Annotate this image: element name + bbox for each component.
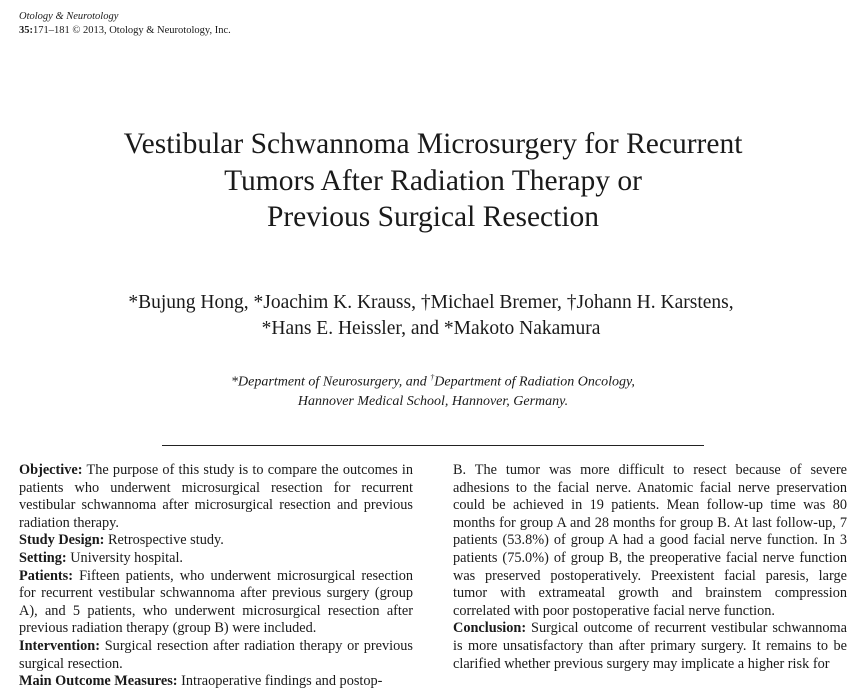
abstract-results-continued: B. The tumor was more difficult to resect because of severe adhesions to the facial nerve. Anatomic facial nerve preservation could be achieved in 19 patients. Mean follow-up time was 80 months for group A and 28 months for group B. At last follow-up, 7 patients (53.8%) of group A had a good facial nerve function. In 3 patients (75.0%) of group B, the preoperative facial nerve function was preserved postoperatively. Preexistent facial paresis, large tumor with extrameatal growth and brainstem compression correlated with poor postoperative facial nerve function. bbox=[453, 462, 847, 619]
abstract-setting: Setting: University hospital. bbox=[19, 549, 184, 566]
authors-line: *Hans E. Heissler, and *Makoto Nakamura bbox=[261, 318, 601, 339]
author-list bbox=[0, 290, 862, 342]
article-title bbox=[0, 126, 862, 236]
abstract-main-outcome: Main Outcome Measures: Intraoperative findings and postop- bbox=[19, 673, 383, 690]
section-label: Patients: bbox=[19, 567, 73, 584]
pages-copyright: 171–181 © 2013, Otology & Neurotology, Inc. bbox=[33, 25, 231, 36]
title-line: Vestibular Schwannoma Microsurgery for Recurrent bbox=[123, 128, 743, 160]
citation-line bbox=[19, 24, 231, 37]
abstract-right-column bbox=[453, 462, 847, 673]
divider-rule bbox=[162, 445, 704, 446]
journal-name: Otology & Neurotology bbox=[19, 11, 119, 22]
title-line: Previous Surgical Resection bbox=[266, 201, 600, 233]
volume-number: 35: bbox=[19, 25, 33, 36]
affiliation-line: *Department of Neurosurgery, and †Department of Radiation Oncology, bbox=[231, 373, 635, 390]
abstract-conclusion: Conclusion: Surgical outcome of recurrent vestibular schwannoma is more unsatisfactory than after primary surgery. It remains to be clarified whether previous surgery may implicate a higher risk for bbox=[453, 620, 847, 672]
abstract-objective: Objective: The purpose of this study is to compare the outcomes in patients who underwent microsurgical resection for recurrent vestibular schwannoma after microsurgical resection and previous radiation therapy. bbox=[19, 462, 413, 531]
section-label: Setting: bbox=[19, 549, 67, 566]
abstract-intervention: Intervention: Surgical resection after radiation therapy or previous surgical resection. bbox=[19, 637, 413, 672]
title-line: Tumors After Radiation Therapy or bbox=[224, 164, 642, 197]
section-label: Study Design: bbox=[19, 532, 105, 549]
abstract-study-design: Study Design: Retrospective study. bbox=[19, 532, 224, 549]
section-label: Intervention: bbox=[19, 637, 101, 654]
dagger-mark: † bbox=[430, 373, 435, 382]
affiliation-line: Hannover Medical School, Hannover, Germany. bbox=[297, 393, 569, 409]
authors-line: *Bujung Hong, *Joachim K. Krauss, †Michael Bremer, †Johann H. Karstens, bbox=[128, 292, 734, 313]
abstract-left-column bbox=[19, 462, 413, 691]
section-label: Objective: bbox=[19, 462, 83, 478]
affiliations bbox=[0, 368, 862, 411]
section-label: Conclusion: bbox=[453, 620, 527, 637]
abstract-patients: Patients: Fifteen patients, who underwent microsurgical resection for recurrent vestibular schwannoma after previous surgery (group A), and 5 patients, who underwent microsurgical resection after previous radiation therapy (group B) were included. bbox=[19, 567, 413, 637]
section-label: Main Outcome Measures: bbox=[19, 673, 178, 690]
